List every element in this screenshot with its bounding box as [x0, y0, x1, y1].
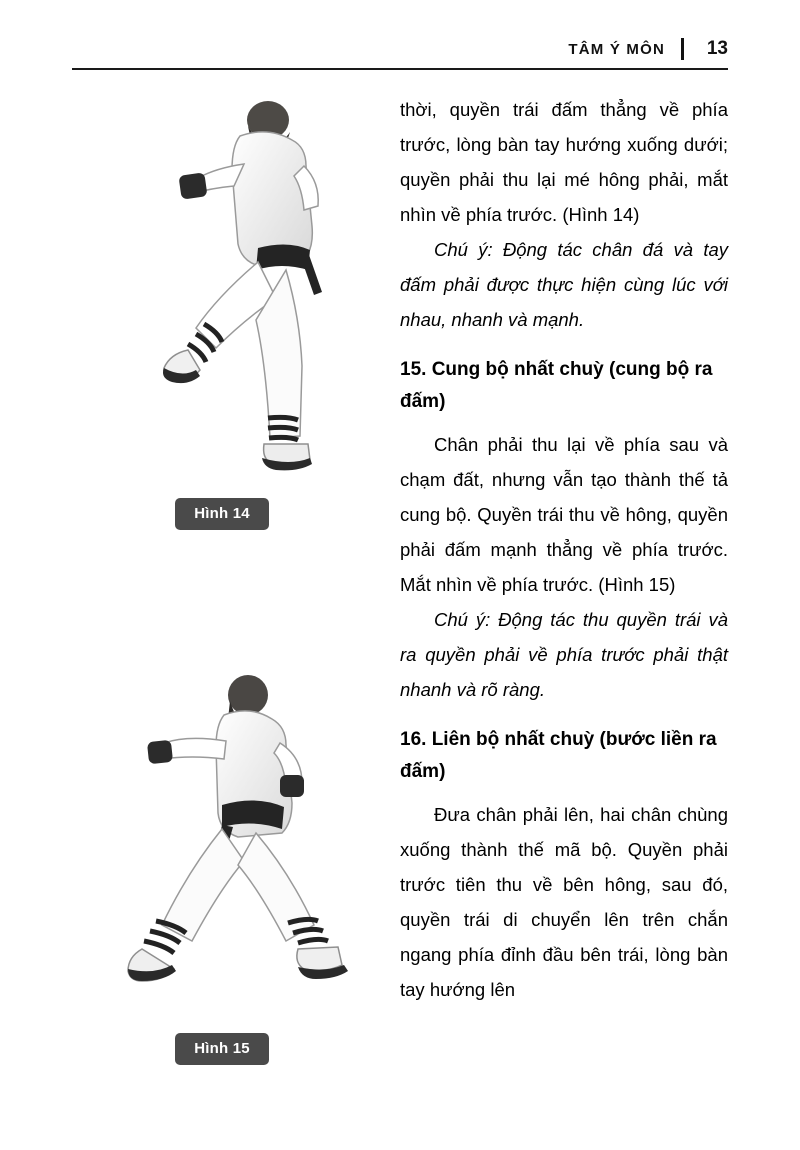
paragraph-section-15: Chân phải thu lại về phía sau và chạm đất, nhưng vẫn tạo thành thế tả cung bộ. Quyền trái thu về hông, quyền phải đấm mạnh thẳng về phía trước. Mắt nhìn về phía trước. (Hình 15) [400, 434, 728, 595]
figure-15-caption: Hình 15 [175, 1033, 269, 1065]
figure-14-photo [72, 92, 372, 492]
text-column [400, 92, 728, 1092]
figure-15-caption-wrap [72, 1033, 372, 1065]
note-paragraph-1: Chú ý: Động tác chân đá và tay đấm phải được thực hiện cùng lúc với nhau, nhanh và mạnh. [400, 239, 728, 330]
figure-15-photo [72, 657, 372, 1027]
header-rule [72, 68, 728, 70]
section-heading-16: 16. Liên bộ nhất chuỳ (bước liền ra đấm) [400, 729, 717, 782]
figure-14-caption: Hình 14 [175, 498, 269, 530]
page-number: 13 [706, 38, 728, 59]
figure-14-caption-wrap [72, 498, 372, 530]
figure-hinh-14 [72, 92, 372, 530]
paragraph-section-16: Đưa chân phải lên, hai chân chùng xuống thành thế mã bộ. Quyền phải trước tiên thu về bên hông, sau đó, quyền trái di chuyển lên trên chắn ngang phía đỉnh đầu bên trái, lòng bàn tay hướng lên [400, 804, 728, 1000]
book-title: TÂM Ý MÔN [568, 40, 665, 58]
figure-column [72, 92, 372, 1092]
figure-hinh-15 [72, 657, 372, 1065]
section-heading-15: 15. Cung bộ nhất chuỳ (cung bộ ra đấm) [400, 359, 713, 412]
page-header [72, 34, 728, 64]
header-divider [681, 38, 684, 60]
paragraph-continued: thời, quyền trái đấm thẳng về phía trước, lòng bàn tay hướng xuống dưới; quyền phải thu lại mé hông phải, mắt nhìn về phía trước. (Hình 14) [400, 99, 728, 225]
note-paragraph-2: Chú ý: Động tác thu quyền trái và ra quyền phải về phía trước phải thật nhanh và rõ ràng. [400, 609, 728, 700]
